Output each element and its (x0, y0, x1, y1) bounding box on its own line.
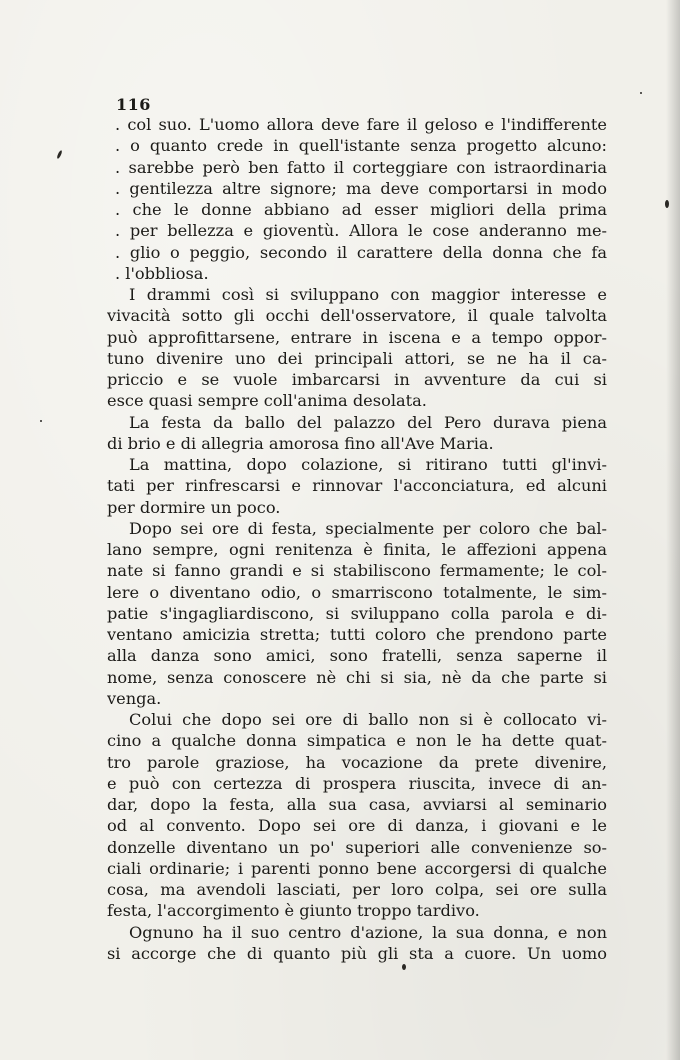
text-line: venga. (107, 688, 162, 708)
text-line: La festa da ballo del palazzo del Pero durava piena (129, 412, 607, 432)
text-line: priccio e se vuole imbarcarsi in avventure da cui si (107, 370, 607, 389)
text-line: alla danza sono amici, sono fratelli, senza saperne il (107, 646, 607, 666)
text-line: lano sempre, ogni renitenza è finita, le affezioni appena (107, 540, 607, 559)
text-line: dar, dopo la festa, alla sua casa, avviarsi al seminario (107, 795, 607, 814)
text-line: patie s'ingagliardiscono, si sviluppano colla parola e di- (107, 603, 607, 623)
text-line: di brio e di allegria amorosa fino all'Ave Maria. (107, 433, 494, 453)
text-line: per dormire un poco. (107, 497, 281, 517)
text-line: esce quasi sempre coll'anima desolata. (107, 391, 427, 411)
text-line: può approfittarsene, entrare in iscena e a tempo oppor- (107, 327, 607, 347)
text-line: Dopo sei ore di festa, specialmente per coloro che bal- (129, 518, 607, 538)
text-line: . che le donne abbiano ad esser migliori della prima (115, 200, 607, 219)
text-line: . per bellezza e gioventù. Allora le cose anderanno me- (115, 221, 607, 241)
text-line: nome, senza conoscere nè chi si sia, nè da che parte si (107, 667, 607, 687)
text-line: Colui che dopo sei ore di ballo non si è collocato vi- (129, 710, 607, 729)
text-line: lere o diventano odio, o smarriscono totalmente, le sim- (107, 582, 607, 602)
spine-shadow (666, 0, 680, 1060)
text-line: . o quanto crede in quell'istante senza progetto alcuno: (115, 136, 607, 156)
text-line: ventano amicizia stretta; tutti coloro che prendono parte (107, 625, 607, 644)
text-line: . l'obbliosa. (115, 263, 209, 283)
text-line: vivacità sotto gli occhi dell'osservatore, il quale talvolta (107, 306, 607, 326)
text-line: tati per rinfrescarsi e rinnovar l'acconciatura, ed alcuni (107, 476, 607, 496)
paper-speck (665, 200, 669, 208)
text-line: La mattina, dopo colazione, si ritirano tutti gl'invi- (129, 455, 607, 474)
paper-speck (40, 420, 42, 422)
text-line: tro parole graziose, ha vocazione da prete divenire, (107, 752, 607, 772)
text-line: nate si fanno grandi e si stabiliscono fermamente; le col- (107, 561, 607, 581)
text-line: . sarebbe però ben fatto il corteggiare con istraordinaria (115, 157, 607, 177)
text-line: festa, l'accorgimento è giunto troppo tardivo. (107, 901, 480, 921)
text-line: cosa, ma avendoli lasciati, per loro colpa, sei ore sulla (107, 880, 607, 899)
body-text (107, 114, 607, 964)
text-line: e può con certezza di prospera riuscita, invece di an- (107, 773, 607, 793)
text-line: si accorge che di quanto più gli sta a cuore. Un uomo (107, 943, 607, 963)
paper-speck (402, 964, 406, 970)
text-line: I drammi così si sviluppano con maggior interesse e (129, 285, 607, 304)
text-line: cino a qualche donna simpatica e non le ha dette quat- (107, 731, 607, 751)
paper-speck (56, 150, 63, 159)
text-line: . glio o peggio, secondo il carattere della donna che fa (115, 242, 607, 262)
text-line: donzelle diventano un po' superiori alle convenienze so- (107, 837, 607, 857)
page-number: 116 (116, 95, 151, 114)
text-line: . gentilezza altre signore; ma deve comportarsi in modo (115, 178, 607, 198)
paper-speck (640, 92, 642, 94)
text-line: ciali ordinarie; i parenti ponno bene accorgersi di qualche (107, 858, 607, 878)
text-line: Ognuno ha il suo centro d'azione, la sua donna, e non (129, 922, 607, 942)
text-line: od al convento. Dopo sei ore di danza, i giovani e le (107, 816, 607, 836)
text-line: tuno divenire uno dei principali attori, se ne ha il ca- (107, 348, 607, 368)
text-line: . col suo. L'uomo allora deve fare il geloso e l'indifferente (115, 115, 607, 134)
